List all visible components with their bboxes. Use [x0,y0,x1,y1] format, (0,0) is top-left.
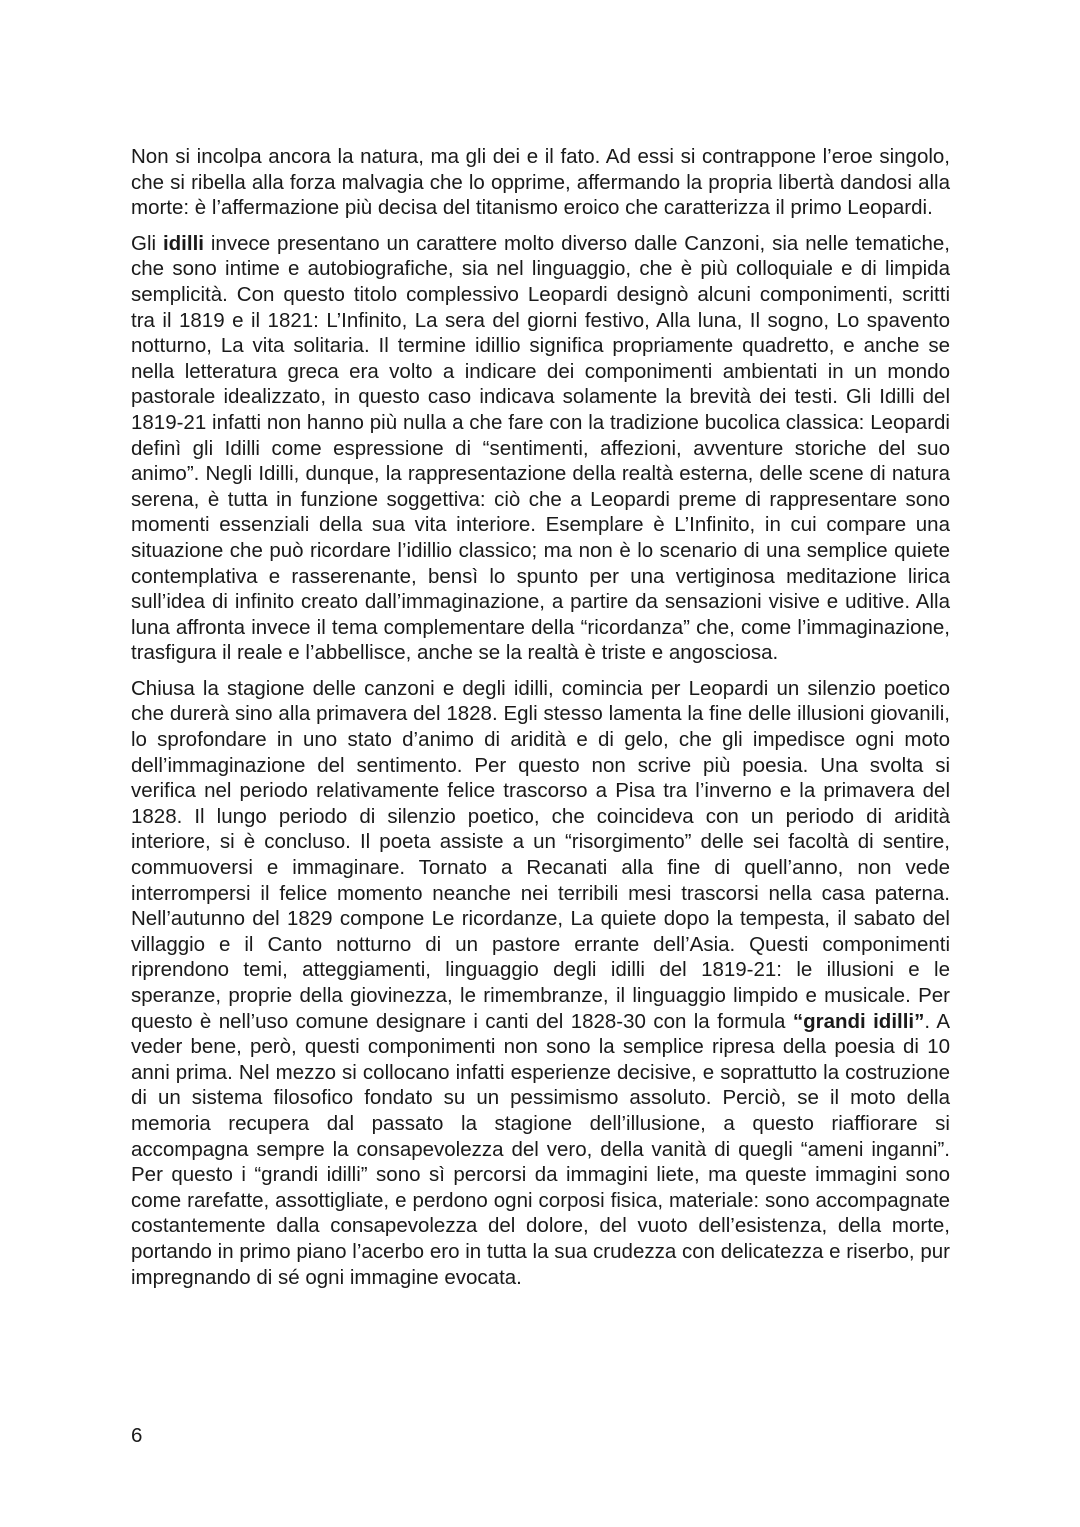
paragraph-idilli [131,231,950,666]
paragraph-text: Chiusa la stagione delle canzoni e degli idilli, comincia per Leopardi un silenzio poetico che durerà sino alla primavera del 1828. Egli stesso lamenta la fine delle illusioni giovanili, lo sprofondare in uno stato d’animo di aridità e di gelo, che gli impedisce ogni moto dell’immaginazione del sentimento. Per questo non scrive più poesia. Una svolta si verifica nel periodo relativamente felice trascorso a Pisa tra l’inverno e la primavera del 1828. Il lungo periodo di silenzio poetico, che coincideva con un periodo di aridità interiore, si è concluso. Il poeta assiste a un “risorgimento” delle sei facoltà di sentire, commuoversi e immaginare. Tornato a Recanati alla fine di quell’anno, non vede interrompersi il felice momento neanche nei terribili mesi trascorsi nella casa paterna. Nell’autunno del 1829 compone Le ricordanze, La quiete dopo la tempesta, il sabato del villaggio e il Canto notturno di un pastore errante dell’Asia. Questi componimenti riprendono temi, atteggiamenti, linguaggio degli idilli del 1819-21: le illusioni e le speranze, proprie della giovinezza, le rimembranze, il linguaggio limpido e musicale. Per questo è nell’uso comune designare i canti del 1828-30 con la formula [131,676,950,1033]
paragraph-grandi-idilli [131,676,950,1290]
paragraph-text: Non si incolpa ancora la natura, ma gli dei e il fato. Ad essi si contrappone l’eroe singolo, che si ribella alla forza malvagia che lo opprime, affermando la propria libertà dandosi alla morte: è l’affermazione più decisa del titanismo eroico che caratterizza il primo Leopardi. [131,145,950,220]
paragraph-text: Gli [131,231,163,255]
bold-term-grandi-idilli: “grandi idilli” [792,1009,925,1033]
document-page [131,144,950,1300]
page-number: 6 [131,1424,143,1447]
paragraph-titanismo [131,144,950,221]
bold-term-idilli: idilli [162,231,204,255]
paragraph-text: invece presentano un carattere molto diverso dalle Canzoni, sia nelle tematiche, che sono intime e autobiografiche, sia nel linguaggio, che è più colloquiale e di limpida semplicità. Con questo titolo complessivo Leopardi designò alcuni componimenti, scritti tra il 1819 e il 1821: L’Infinito, La sera del giorni festivo, Alla luna, Il sogno, Lo spavento notturno, La vita solitaria. Il termine idillio significa propriamente quadretto, e anche se nella letteratura greca era volto a indicare dei componimenti ambientati in un mondo pastorale idealizzato, in questo caso indicava solamente la brevità dei testi. Gli Idilli del 1819-21 infatti non hanno più nulla a che fare con la tradizione bucolica classica: Leopardi definì gli Idilli come espressione di “sentimenti, affezioni, avventure storiche del suo animo”. Negli Idilli, dunque, la rappresentazione della realtà esterna, delle scene di natura serena, è tutta in funzione soggettiva: ciò che a Leopardi preme di rappresentare sono momenti essenziali della sua vita interiore. Esemplare è L’Infinito, in cui compare una situazione che può ricordare l’idillio classico; ma non è lo scenario di una semplice quiete contemplativa e rasserenante, bensì lo spunto per una vertiginosa meditazione lirica sull’idea di infinito creato dall’immaginazione, a partire da sensazioni visive e uditive. Alla luna affronta invece il tema complementare della “ricordanza” che, come l’immaginazione, trasfigura il reale e l’abbellisce, anche se la realtà è triste e angosciosa. [131,231,951,665]
paragraph-text: . A veder bene, però, questi componimenti non sono la semplice ripresa della poesia di 10 anni prima. Nel mezzo si collocano infatti esperienze decisive, e soprattutto la costruzione di un sistema filosofico fondato su un pessimismo assoluto. Perciò, se il moto della memoria recupera dal passato la stagione dell’illusione, a questo riaffiorare si accompagna sempre la consapevolezza del vero, della vanità di quegli “ameni inganni”. Per questo i “grandi idilli” sono sì percorsi da immagini liete, ma queste immagini sono come rarefatte, assottigliate, e perdono ogni corposi fisica, materiale: sono accompagnate costantemente dalla consapevolezza del dolore, del vuoto dell’esistenza, della morte, portando in primo piano l’acerbo ero in tutta la sua crudezza con delicatezza e riserbo, pur impregnando di sé ogni immagine evocata. [131,1009,950,1289]
